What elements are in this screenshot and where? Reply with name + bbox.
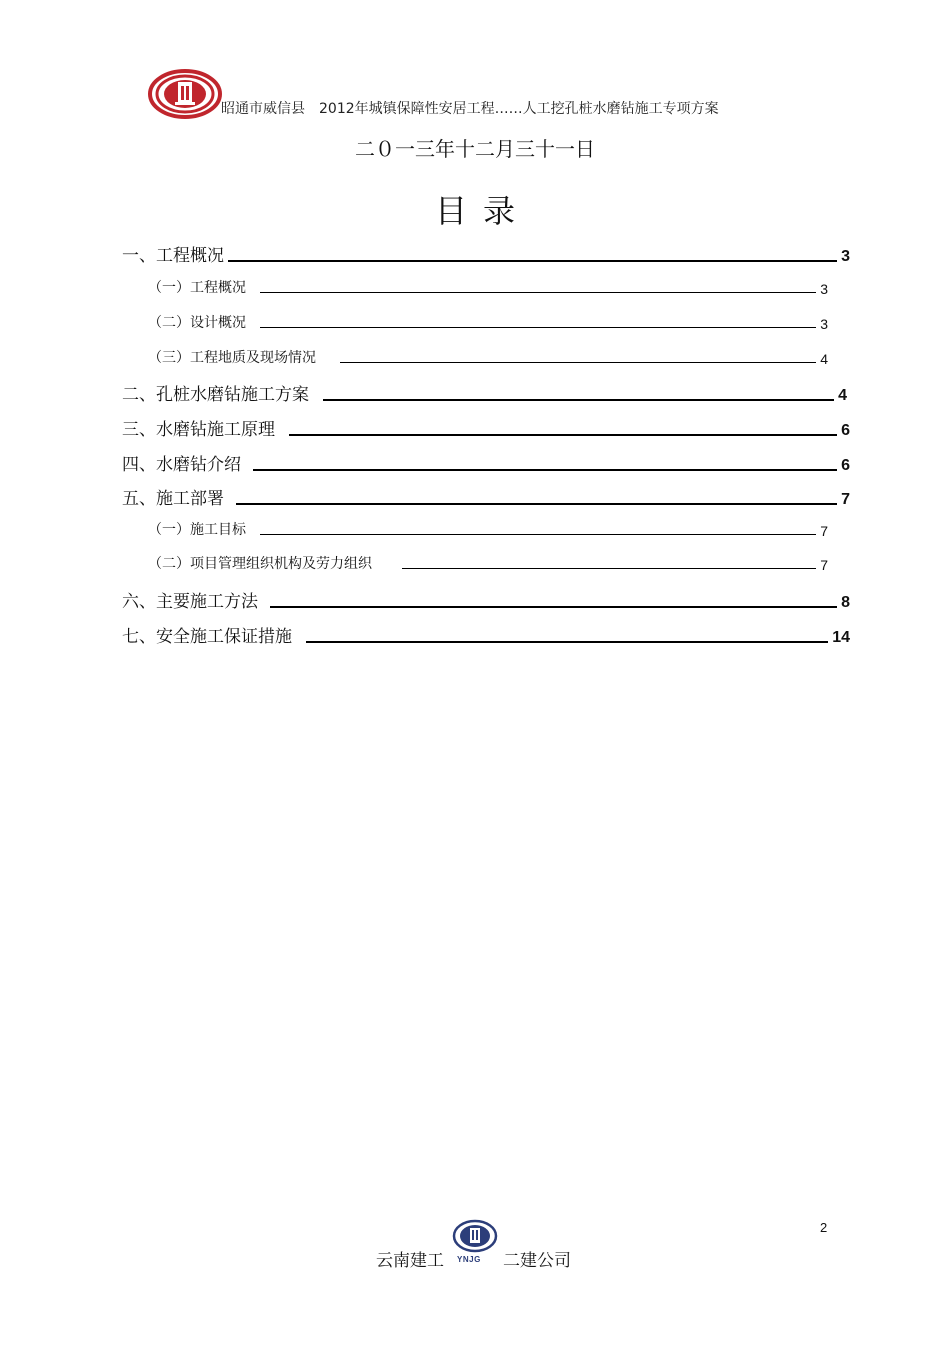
toc-entry-page: 7	[820, 557, 828, 573]
toc-entry-label: 二、孔桩水磨钻施工方案	[122, 385, 309, 405]
toc-entry-page: 3	[820, 316, 828, 332]
toc-entry-5-2[interactable]	[148, 553, 828, 573]
toc-entry-page: 4	[838, 387, 847, 404]
toc-entry-page: 8	[841, 594, 850, 611]
toc-entry-6[interactable]	[122, 587, 850, 612]
toc-entry-label: （一）工程概况	[148, 280, 246, 296]
toc-entry-label: 六、主要施工方法	[122, 592, 258, 612]
toc-entry-5-1[interactable]	[148, 519, 828, 539]
toc-entry-page: 6	[841, 422, 850, 439]
toc-entry-page: 4	[820, 351, 828, 367]
toc-leader-line	[402, 568, 816, 569]
toc-entry-page: 7	[820, 523, 828, 539]
company-logo-icon	[148, 68, 222, 120]
page-number: 2	[820, 1220, 828, 1235]
toc-entry-2[interactable]	[122, 380, 847, 405]
footer-company-left: 云南建工	[376, 1251, 444, 1271]
footer-logo-text: YNJG	[457, 1255, 481, 1264]
toc-entry-label: 四、水磨钻介绍	[122, 455, 241, 475]
toc-leader-line	[270, 606, 837, 608]
toc-entry-label: 一、工程概况	[122, 246, 224, 266]
toc-entry-1-3[interactable]	[148, 347, 828, 367]
document-date: 二０一三年十二月三十一日	[355, 137, 595, 161]
toc-title: 目录	[434, 192, 531, 230]
toc-entry-5[interactable]	[122, 484, 850, 509]
toc-leader-line	[236, 503, 837, 505]
toc-entry-3[interactable]	[122, 415, 850, 440]
toc-entry-label: （一）施工目标	[148, 522, 246, 538]
toc-entry-7[interactable]	[122, 622, 850, 647]
toc-entry-page: 3	[820, 281, 828, 297]
toc-leader-line	[228, 260, 837, 262]
toc-entry-label: （二）设计概况	[148, 315, 246, 331]
footer-company-right: 二建公司	[503, 1251, 571, 1271]
toc-leader-line	[340, 362, 816, 363]
toc-leader-line	[260, 534, 816, 535]
toc-leader-line	[323, 399, 834, 401]
toc-entry-label: 七、安全施工保证措施	[122, 627, 292, 647]
toc-leader-line	[306, 641, 828, 643]
toc-entry-page: 6	[841, 457, 850, 474]
toc-entry-label: （三）工程地质及现场情况	[148, 350, 316, 366]
toc-entry-4[interactable]	[122, 450, 850, 475]
ynjg-logo-icon	[452, 1219, 498, 1253]
toc-entry-page: 3	[841, 248, 850, 265]
toc-entry-page: 14	[832, 629, 850, 646]
toc-entry-1-2[interactable]	[148, 312, 828, 332]
toc-entry-1-1[interactable]	[148, 277, 828, 297]
toc-entry-label: （二）项目管理组织机构及劳力组织	[148, 556, 372, 572]
toc-leader-line	[260, 327, 816, 328]
header-title: 昭通市威信县 2012年城镇保障性安居工程……人工挖孔桩水磨钻施工专项方案	[221, 101, 719, 117]
toc-leader-line	[253, 469, 837, 471]
toc-leader-line	[260, 292, 816, 293]
toc-entry-1[interactable]	[122, 241, 850, 266]
footer	[0, 1219, 950, 1271]
toc-entry-label: 三、水磨钻施工原理	[122, 420, 275, 440]
toc-entry-label: 五、施工部署	[122, 489, 224, 509]
toc-leader-line	[289, 434, 837, 436]
toc-entry-page: 7	[841, 491, 850, 508]
